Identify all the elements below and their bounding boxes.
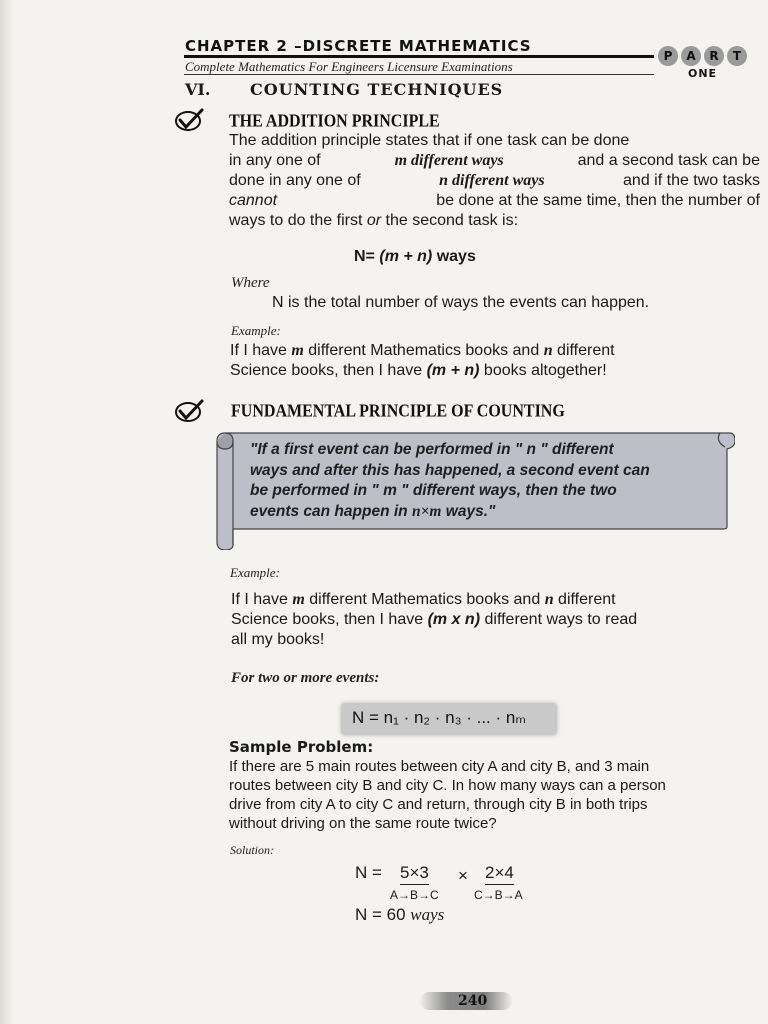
header-rule xyxy=(184,55,654,58)
example-label: Example: xyxy=(231,323,281,338)
part-letter-t: T xyxy=(727,46,747,66)
addition-example: If I have m different Mathematics books and n different Science books, then I have (m + n) books altogether! xyxy=(230,342,615,379)
page-number: 240 xyxy=(458,993,488,1009)
checkmark-icon xyxy=(174,399,204,423)
solution-term-2: 2×4 xyxy=(485,863,514,885)
fundamental-quote: "If a first event can be performed in " n " different ways and after this has happened, a second event can be performed in " m " different ways, then the two events can happen in n×m ways." xyxy=(250,441,650,520)
addition-line-2: in any one of m different ways and a second task can be xyxy=(229,152,760,169)
chapter-title: CHAPTER 2 –DISCRETE MATHEMATICS xyxy=(185,37,532,55)
addition-principle-heading: THE ADDITION PRINCIPLE xyxy=(229,112,440,131)
where-label: Where xyxy=(231,275,270,291)
where-text: N is the total number of ways the events can happen. xyxy=(272,294,650,311)
m-different-ways: m different ways xyxy=(394,152,504,169)
addition-line-1: The addition principle states that if one task can be done xyxy=(229,132,630,149)
part-letter-p: P xyxy=(658,46,678,66)
addition-line-5: ways to do the first or the second task is: xyxy=(229,212,519,229)
part-badge xyxy=(652,46,768,82)
section-title: COUNTING TECHNIQUES xyxy=(250,80,504,99)
book-subtitle: Complete Mathematics For Engineers Licensure Examinations xyxy=(185,59,513,74)
addition-paragraph xyxy=(229,131,760,231)
solution-n-eq: N = xyxy=(355,863,382,882)
checkmark-icon xyxy=(174,108,204,132)
sample-problem-heading: Sample Problem: xyxy=(229,738,374,756)
part-letter-a: A xyxy=(681,46,701,66)
sample-problem-text: If there are 5 main routes between city A and city B, and 3 main routes between city B and city C. In how many ways can a person drive from city A to city C and return, through city B in both trips without driving on the same route twice? xyxy=(229,758,666,832)
page-edge-shadow xyxy=(0,0,14,1024)
route-a-to-c: A→B→C xyxy=(390,888,439,902)
n-different-ways: n different ways xyxy=(439,172,545,189)
addition-formula: N= (m + n) ways xyxy=(354,248,476,265)
subtitle-rule xyxy=(184,74,654,75)
example-label: Example: xyxy=(230,565,280,580)
more-events-label: For two or more events: xyxy=(231,670,380,686)
solution-label: Solution: xyxy=(230,843,274,857)
product-formula: N = n₁ · n₂ · n₃ · ... · nₘ xyxy=(352,708,526,727)
solution-term-1: 5×3 xyxy=(400,863,429,885)
addition-line-3: done in any one of n different ways and if the two tasks xyxy=(229,172,760,189)
route-c-to-a: C→B→A xyxy=(474,888,523,902)
fundamental-principle-heading: FUNDAMENTAL PRINCIPLE OF COUNTING xyxy=(231,402,565,421)
fundamental-example: If I have m different Mathematics books and n different Science books, then I have (m x n) different ways to read all my books! xyxy=(231,591,638,648)
part-letter-r: R xyxy=(704,46,724,66)
section-number: VI. xyxy=(185,80,211,99)
solution-result: N = 60 ways xyxy=(355,905,445,924)
solution-times: × xyxy=(458,866,468,885)
part-one-label: ONE xyxy=(688,67,718,80)
addition-line-4: cannot be done at the same time, then the number of xyxy=(229,192,760,209)
